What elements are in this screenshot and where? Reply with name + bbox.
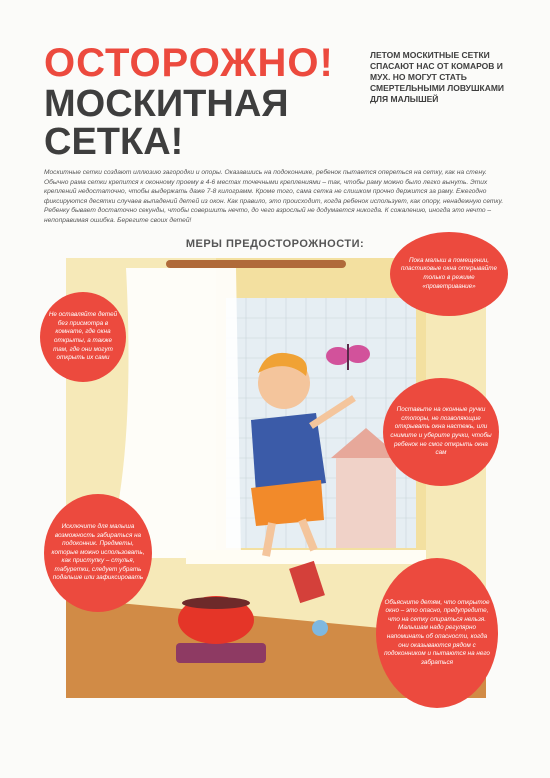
tip-bubble-ventilation (390, 232, 508, 316)
tip-bubble-stoppers (383, 378, 499, 486)
tip-text: Не оставляйте детей без присмотра в комнате, где окна открыты, а также там, где они могут открыть их сами (48, 311, 118, 362)
measures-heading: МЕРЫ ПРЕДОСТОРОЖНОСТИ: (185, 238, 365, 250)
title-mosquito: МОСКИТНАЯ (44, 83, 289, 125)
tip-text: Пока малыш в помещении, пластиковые окна открывайте только в режиме «проветривание» (400, 256, 497, 290)
tip-text: Исключите для малыша возможность забираться на подоконник. Предметы, которые можно использовать, как приступку – стулья, табуретки, следует убрать подальше или зафиксировать (51, 522, 145, 582)
tip-text: Поставьте на оконные ручки стопоры, не позволяющие открывать окна настежь, или снимите и уберите ручки, чтобы ребенок не смог открыть окна сам (390, 406, 492, 457)
title-warning: ОСТОРОЖНО! (44, 41, 334, 85)
tip-bubble-windowsill (44, 494, 152, 612)
tip-text: Объясните детям, что открытое окно – это опасно, предупредите, что на сетку опираться нельзя. Малышам надо регулярно напоминать об опасности, когда они оказываются рядом с подоконником и пытаются на него забраться (384, 598, 490, 666)
windowsill (186, 550, 426, 564)
curtain-rod (166, 260, 346, 268)
title-net: СЕТКА! (44, 121, 184, 163)
tip-bubble-explain (376, 558, 498, 708)
intro-paragraph: Москитные сетки создают иллюзию загородки и опоры. Оказавшись на подоконнике, ребенок пытается опереться на сетку, как на стену. Обычно рама сетки крепится к оконному проему в 4-6 местах точечными креплениями – так, чтобы раму можно было легко вынуть. Этих креплений недостаточно, чтобы выдержать даже 7-8 килограмм. Кроме того, сама сетка не слишком прочно держится за раму. Ежегодно фиксируются десятки случаев выпадений детей из окон. Как правило, это происходит, когда ребенок использует, как опору, ненадежную сетку. Ребенку бывает достаточно секунды, чтобы совершить нечто, до чего взрослый не додумается никогда. К сожалению, иногда это нечто – непоправимая ошибка. Берегите своих детей! (44, 169, 504, 224)
tip-bubble-supervision (40, 292, 126, 382)
lede-text: ЛЕТОМ МОСКИТНЫЕ СЕТКИ СПАСАЮТ НАС ОТ КОМАРОВ И МУХ. НО МОГУТ СТАТЬ СМЕРТЕЛЬНЫМИ ЛОВУШКАМИ ДЛЯ МАЛЫШЕЙ (370, 50, 505, 104)
